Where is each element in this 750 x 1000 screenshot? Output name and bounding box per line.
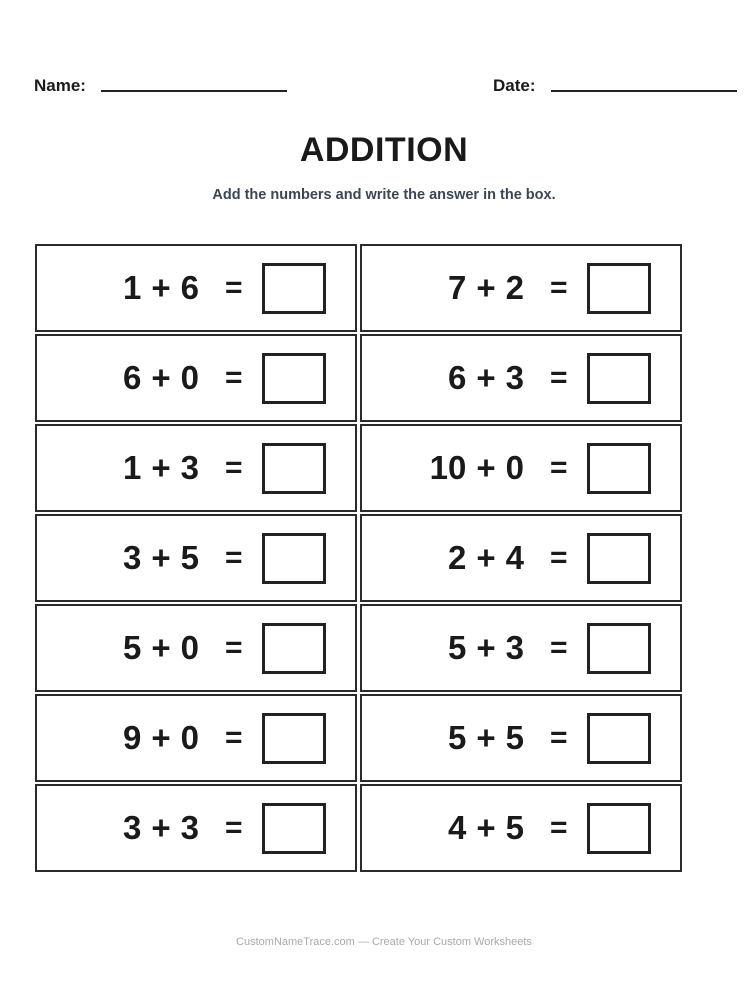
addend-a: 10 [429,449,467,486]
date-line[interactable] [551,90,737,92]
equals-sign: = [225,451,243,484]
answer-box[interactable] [587,713,651,764]
answer-box[interactable] [587,263,651,314]
equals-sign: = [550,631,568,664]
addend-a: 9 [123,719,142,756]
plus-sign: + [476,269,496,306]
addend-a: 2 [448,539,467,576]
addend-b: 0 [180,719,199,756]
answer-box[interactable] [587,623,651,674]
equals-sign: = [225,721,243,754]
problem-expression [448,246,524,330]
addend-b: 3 [505,629,524,666]
instructions: Add the numbers and write the answer in the box. [212,187,556,203]
equals-sign: = [550,541,568,574]
addend-b: 3 [505,359,524,396]
problem-expression [430,426,524,510]
problem-cell [360,514,682,602]
problem-cell [35,784,357,872]
equals-sign: = [550,721,568,754]
problem-expression [123,606,199,690]
addend-b: 3 [180,809,199,846]
problem-cell [360,694,682,782]
answer-box[interactable] [587,803,651,854]
addend-a: 4 [448,809,467,846]
equals-sign: = [225,631,243,664]
equals-sign: = [550,271,568,304]
addend-a: 1 [123,269,142,306]
footer-text: CustomNameTrace.com — Create Your Custom Worksheets [236,936,532,948]
problem-cell [360,334,682,422]
plus-sign: + [151,449,171,486]
plus-sign: + [151,269,171,306]
problem-cell [35,514,357,602]
equals-sign: = [550,811,568,844]
addend-a: 7 [448,269,467,306]
answer-box[interactable] [262,263,326,314]
plus-sign: + [476,359,496,396]
plus-sign: + [151,809,171,846]
answer-box[interactable] [262,803,326,854]
problem-expression [448,786,524,870]
answer-box[interactable] [587,443,651,494]
problem-expression [123,786,199,870]
addend-b: 5 [505,719,524,756]
answer-box[interactable] [587,353,651,404]
problem-expression [448,696,524,780]
problem-cell [360,424,682,512]
problem-cell [35,334,357,422]
problem-expression [123,516,199,600]
addend-b: 4 [505,539,524,576]
page-title: ADDITION [299,131,469,169]
problem-expression [448,336,524,420]
answer-box[interactable] [262,443,326,494]
problem-expression [123,426,199,510]
addend-a: 5 [448,719,467,756]
plus-sign: + [476,719,496,756]
problem-expression [123,336,199,420]
addend-a: 3 [123,539,142,576]
addend-b: 5 [180,539,199,576]
name-label: Name: [34,76,86,95]
equals-sign: = [550,451,568,484]
plus-sign: + [151,719,171,756]
answer-box[interactable] [262,533,326,584]
plus-sign: + [476,629,496,666]
answer-box[interactable] [587,533,651,584]
addend-a: 6 [448,359,467,396]
plus-sign: + [151,629,171,666]
plus-sign: + [151,359,171,396]
equals-sign: = [225,811,243,844]
plus-sign: + [151,539,171,576]
plus-sign: + [476,449,496,486]
equals-sign: = [550,361,568,394]
problem-cell [35,694,357,782]
date-label: Date: [493,76,536,95]
problem-cell [360,604,682,692]
problem-cell [360,784,682,872]
plus-sign: + [476,809,496,846]
addend-b: 0 [180,629,199,666]
problem-expression [448,606,524,690]
addend-b: 0 [180,359,199,396]
name-line[interactable] [101,90,287,92]
plus-sign: + [476,539,496,576]
problem-cell [35,244,357,332]
problem-cell [360,244,682,332]
answer-box[interactable] [262,713,326,764]
addend-b: 2 [505,269,524,306]
equals-sign: = [225,541,243,574]
addend-a: 5 [448,629,467,666]
addend-b: 0 [505,449,524,486]
problem-expression [123,246,199,330]
addend-a: 3 [123,809,142,846]
problem-expression [448,516,524,600]
addend-a: 5 [123,629,142,666]
addend-b: 3 [180,449,199,486]
addend-b: 6 [180,269,199,306]
problem-expression [123,696,199,780]
problem-cell [35,604,357,692]
equals-sign: = [225,271,243,304]
addend-b: 5 [505,809,524,846]
problem-grid [35,244,682,872]
answer-box[interactable] [262,353,326,404]
equals-sign: = [225,361,243,394]
addend-a: 1 [123,449,142,486]
addend-a: 6 [123,359,142,396]
answer-box[interactable] [262,623,326,674]
problem-cell [35,424,357,512]
